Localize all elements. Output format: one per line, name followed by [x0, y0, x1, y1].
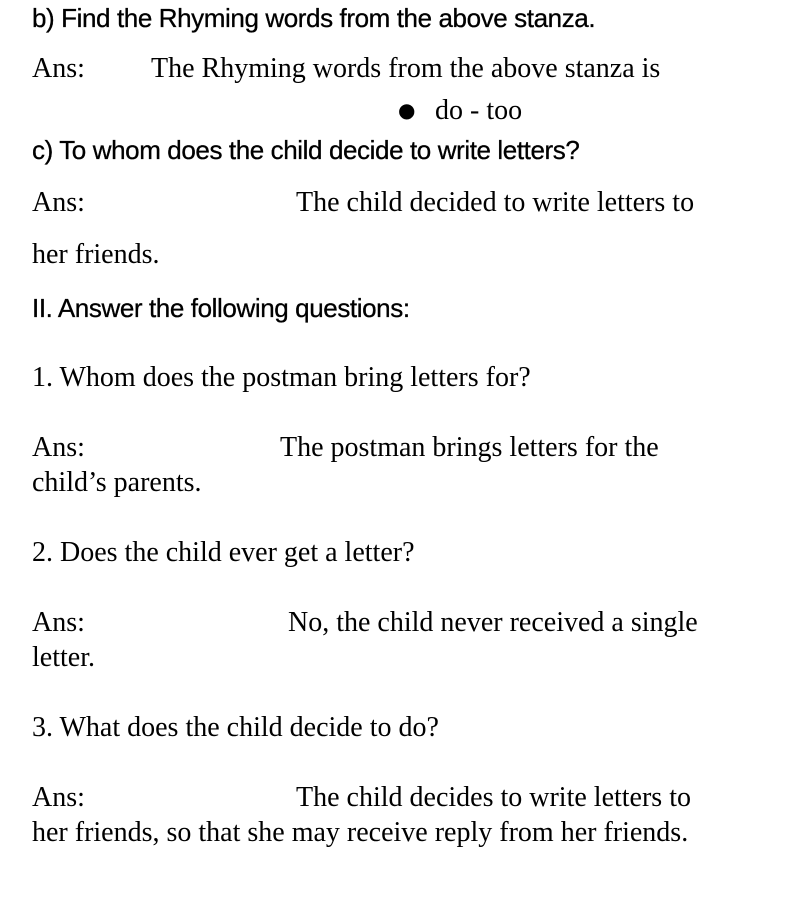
- answer-b: [32, 52, 772, 86]
- ans-label: Ans:: [32, 782, 85, 813]
- answer-1-continuation: child’s parents.: [32, 467, 202, 498]
- ans-label: Ans:: [32, 432, 85, 463]
- bullet-icon: ●: [398, 98, 416, 122]
- answer-c-text: The child decided to write letters to: [296, 187, 695, 218]
- answer-c-continuation: her friends.: [32, 239, 160, 270]
- answer-2-continuation: letter.: [32, 642, 95, 673]
- ans-label: Ans:: [32, 607, 85, 638]
- answer-1: [32, 431, 772, 465]
- answer-3: [32, 781, 772, 815]
- answer-3-continuation: her friends, so that she may receive reply from her friends.: [32, 817, 689, 848]
- answer-b-text: The Rhyming words from the above stanza is: [151, 53, 661, 84]
- ans-label: Ans:: [32, 187, 85, 218]
- part-two-heading: II. Answer the following questions:: [32, 293, 410, 323]
- answer-2: [32, 606, 772, 640]
- ans-label: Ans:: [32, 53, 85, 84]
- answer-c: [32, 186, 772, 220]
- question-b: b) Find the Rhyming words from the above stanza.: [32, 3, 596, 33]
- bullet-list-item: [398, 93, 522, 128]
- answer-1-text: The postman brings letters for the: [280, 432, 659, 463]
- question-2: 2. Does the child ever get a letter?: [32, 537, 415, 568]
- question-c: c) To whom does the child decide to write letters?: [32, 135, 580, 165]
- question-3: 3. What does the child decide to do?: [32, 712, 439, 743]
- answer-2-text: No, the child never received a single: [288, 607, 698, 638]
- answer-3-text: The child decides to write letters to: [296, 782, 691, 813]
- rhyming-pair: do - too: [435, 95, 523, 126]
- question-1: 1. Whom does the postman bring letters for?: [32, 362, 531, 393]
